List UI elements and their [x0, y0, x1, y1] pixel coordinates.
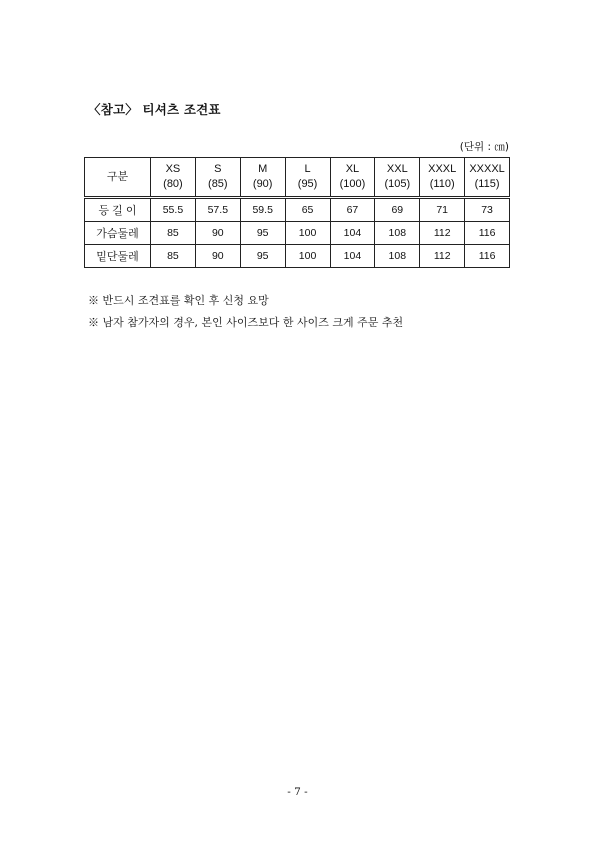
- column-header: XS (80): [151, 158, 196, 198]
- table-cell: 95: [240, 245, 285, 268]
- size-table: [84, 157, 510, 268]
- table-cell: 95: [240, 222, 285, 245]
- column-header: L (95): [285, 158, 330, 198]
- notes: [88, 290, 403, 334]
- column-header: XXXL (110): [420, 158, 465, 198]
- column-header: XXXXL (115): [465, 158, 510, 198]
- table-cell: 116: [465, 222, 510, 245]
- table-row: [85, 245, 510, 268]
- table-cell: 55.5: [151, 198, 196, 222]
- note-item: ※ 반드시 조견표를 확인 후 신청 요망: [88, 294, 269, 307]
- page-number: - 7 -: [287, 786, 308, 798]
- table-cell: 100: [285, 222, 330, 245]
- table-cell: 71: [420, 198, 465, 222]
- table-cell: 69: [375, 198, 420, 222]
- table-cell: 59.5: [240, 198, 285, 222]
- column-header: S (85): [195, 158, 240, 198]
- note-item: ※ 남자 참가자의 경우, 본인 사이즈보다 한 사이즈 크게 주문 추천: [88, 316, 404, 329]
- table-cell: 100: [285, 245, 330, 268]
- column-header: XL (100): [330, 158, 375, 198]
- table-row: [85, 222, 510, 245]
- row-label: 밑단둘레: [85, 245, 151, 268]
- table-cell: 90: [195, 245, 240, 268]
- table-cell: 90: [195, 222, 240, 245]
- table-cell: 108: [375, 245, 420, 268]
- table-cell: 73: [465, 198, 510, 222]
- section-title: 〈참고〉 티셔츠 조견표: [88, 102, 221, 117]
- column-header: M (90): [240, 158, 285, 198]
- table-cell: 57.5: [195, 198, 240, 222]
- column-header: XXL (105): [375, 158, 420, 198]
- table-cell: 112: [420, 245, 465, 268]
- table-cell: 108: [375, 222, 420, 245]
- table-cell: 104: [330, 222, 375, 245]
- table-cell: 112: [420, 222, 465, 245]
- table-cell: 85: [151, 222, 196, 245]
- row-label: 가슴둘레: [85, 222, 151, 245]
- table-cell: 116: [465, 245, 510, 268]
- table-cell: 104: [330, 245, 375, 268]
- table-header-row: [85, 158, 510, 198]
- row-label: 등 길 이: [85, 198, 151, 222]
- table-cell: 65: [285, 198, 330, 222]
- table-cell: 67: [330, 198, 375, 222]
- table-cell: 85: [151, 245, 196, 268]
- corner-cell: 구분: [85, 158, 151, 198]
- unit-label: (단위 : ㎝): [459, 141, 509, 153]
- table-row: [85, 198, 510, 222]
